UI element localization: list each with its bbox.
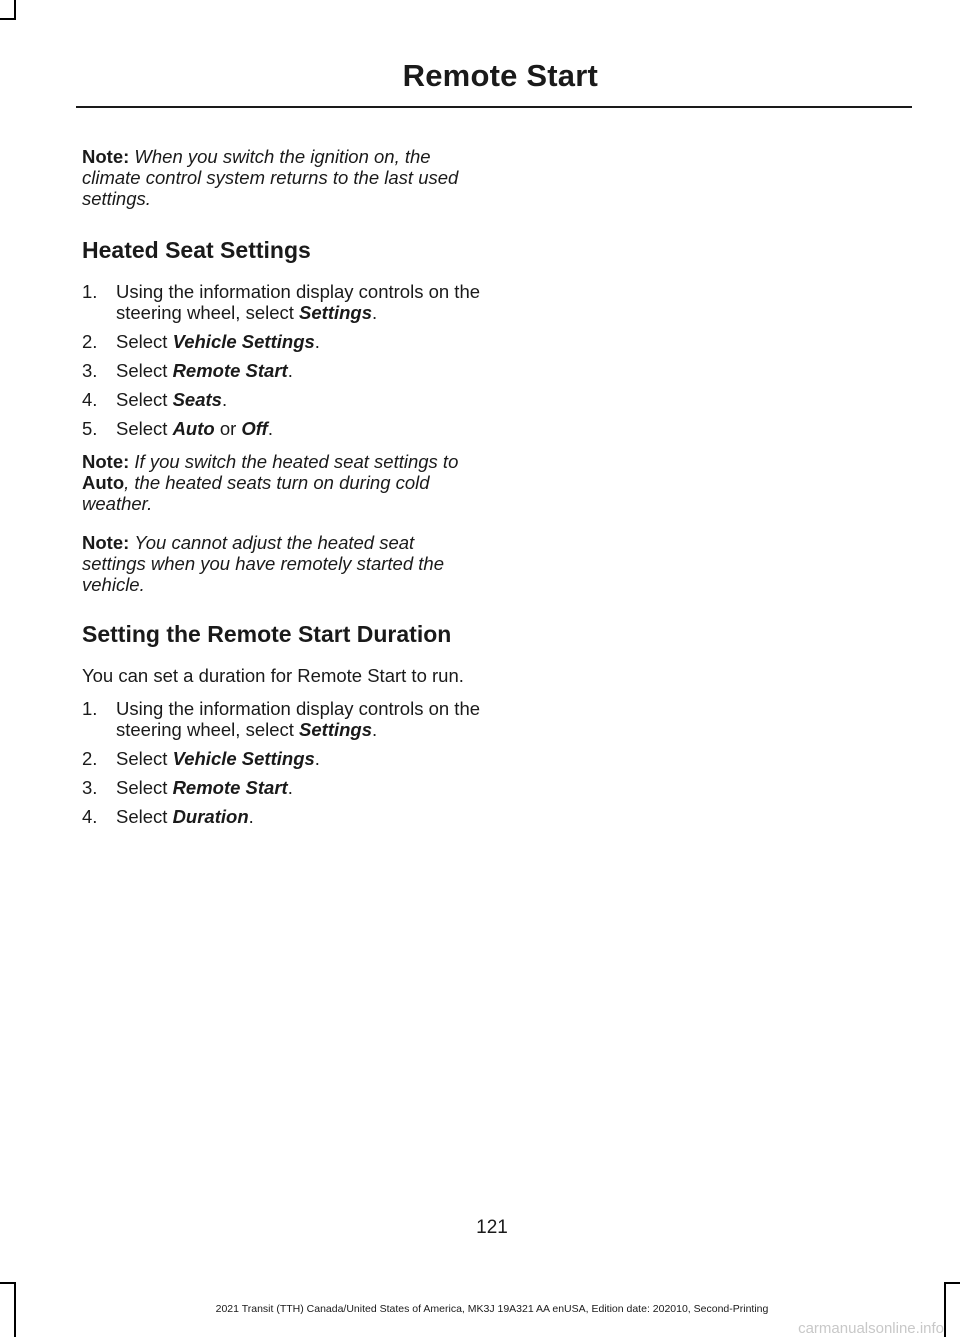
- step-text: Using the information display controls on the steering wheel, select: [116, 281, 481, 323]
- list-item: [82, 331, 482, 352]
- list-item: [82, 281, 482, 323]
- step-punct: .: [372, 302, 378, 323]
- list-item: [82, 389, 482, 410]
- duration-intro: You can set a duration for Remote Start to run.: [82, 665, 464, 686]
- step-number: 1.: [82, 281, 98, 302]
- step-text: Select: [116, 418, 173, 439]
- step-number: 4.: [82, 806, 98, 827]
- step-punct: .: [314, 748, 320, 769]
- list-item: [82, 777, 482, 798]
- note-label: Note:: [82, 532, 130, 553]
- content-column: [82, 146, 482, 839]
- step-text: Select: [116, 360, 173, 381]
- crop-mark-top-left-h: [0, 18, 16, 20]
- step-punct: .: [372, 719, 378, 740]
- note-text: You cannot adjust the heated seat settings when you have remotely started the vehicle.: [82, 532, 444, 595]
- footer-edition: 2021 Transit (TTH) Canada/United States of America, MK3J 19A321 AA enUSA, Edition date: 202010, Second-Printing: [215, 1303, 769, 1315]
- page-title: Remote Start: [402, 58, 598, 93]
- heading-duration: Setting the Remote Start Duration: [82, 621, 452, 647]
- step-text: Select: [116, 777, 173, 798]
- heading-heated-seat: Heated Seat Settings: [82, 237, 311, 263]
- menu-option: Settings: [299, 302, 373, 323]
- step-text: Select: [116, 331, 173, 352]
- menu-option: Remote Start: [172, 360, 288, 381]
- header-rule: [76, 106, 912, 108]
- menu-option: Remote Start: [172, 777, 288, 798]
- menu-option: Vehicle Settings: [172, 331, 315, 352]
- heated-seat-steps: [82, 281, 482, 439]
- step-text: Select: [116, 389, 173, 410]
- note-label: Note:: [82, 451, 130, 472]
- duration-steps: [82, 698, 482, 827]
- step-punct: .: [287, 360, 293, 381]
- note-adjust: [82, 532, 482, 595]
- step-number: 3.: [82, 777, 98, 798]
- note-text: , the heated seats turn on during cold weather.: [82, 472, 430, 514]
- crop-mark-top-left-v: [14, 0, 16, 20]
- step-text: or: [214, 418, 242, 439]
- watermark: carmanualsonline.info: [798, 1320, 944, 1337]
- list-item: [82, 418, 482, 439]
- menu-option: Seats: [172, 389, 222, 410]
- step-number: 5.: [82, 418, 98, 439]
- step-number: 3.: [82, 360, 98, 381]
- note-label: Note:: [82, 146, 130, 167]
- step-punct: .: [287, 777, 293, 798]
- step-number: 4.: [82, 389, 98, 410]
- step-text: Select: [116, 748, 173, 769]
- step-number: 1.: [82, 698, 98, 719]
- list-item: [82, 748, 482, 769]
- menu-option: Settings: [299, 719, 373, 740]
- step-punct: .: [314, 331, 320, 352]
- list-item: [82, 806, 482, 827]
- step-text: Select: [116, 806, 173, 827]
- menu-option: Duration: [172, 806, 249, 827]
- list-item: [82, 698, 482, 740]
- note-text: When you switch the ignition on, the climate control system returns to the last used settings.: [82, 146, 459, 209]
- page-number: 121: [476, 1217, 508, 1238]
- menu-option: Off: [241, 418, 268, 439]
- step-punct: .: [221, 389, 228, 410]
- note-emphasis: Auto: [82, 472, 125, 493]
- note-text: If you switch the heated seat settings to: [134, 451, 459, 472]
- step-number: 2.: [82, 748, 98, 769]
- note-auto: [82, 451, 482, 514]
- step-punct: .: [248, 806, 254, 827]
- menu-option: Auto: [172, 418, 215, 439]
- step-text: Using the information display controls on the steering wheel, select: [116, 698, 481, 740]
- menu-option: Vehicle Settings: [172, 748, 315, 769]
- crop-mark-bottom-right-h: [944, 1282, 960, 1284]
- step-punct: .: [267, 418, 273, 439]
- step-number: 2.: [82, 331, 98, 352]
- crop-mark-bottom-left-h: [0, 1282, 16, 1284]
- note-climate: [82, 146, 482, 209]
- list-item: [82, 360, 482, 381]
